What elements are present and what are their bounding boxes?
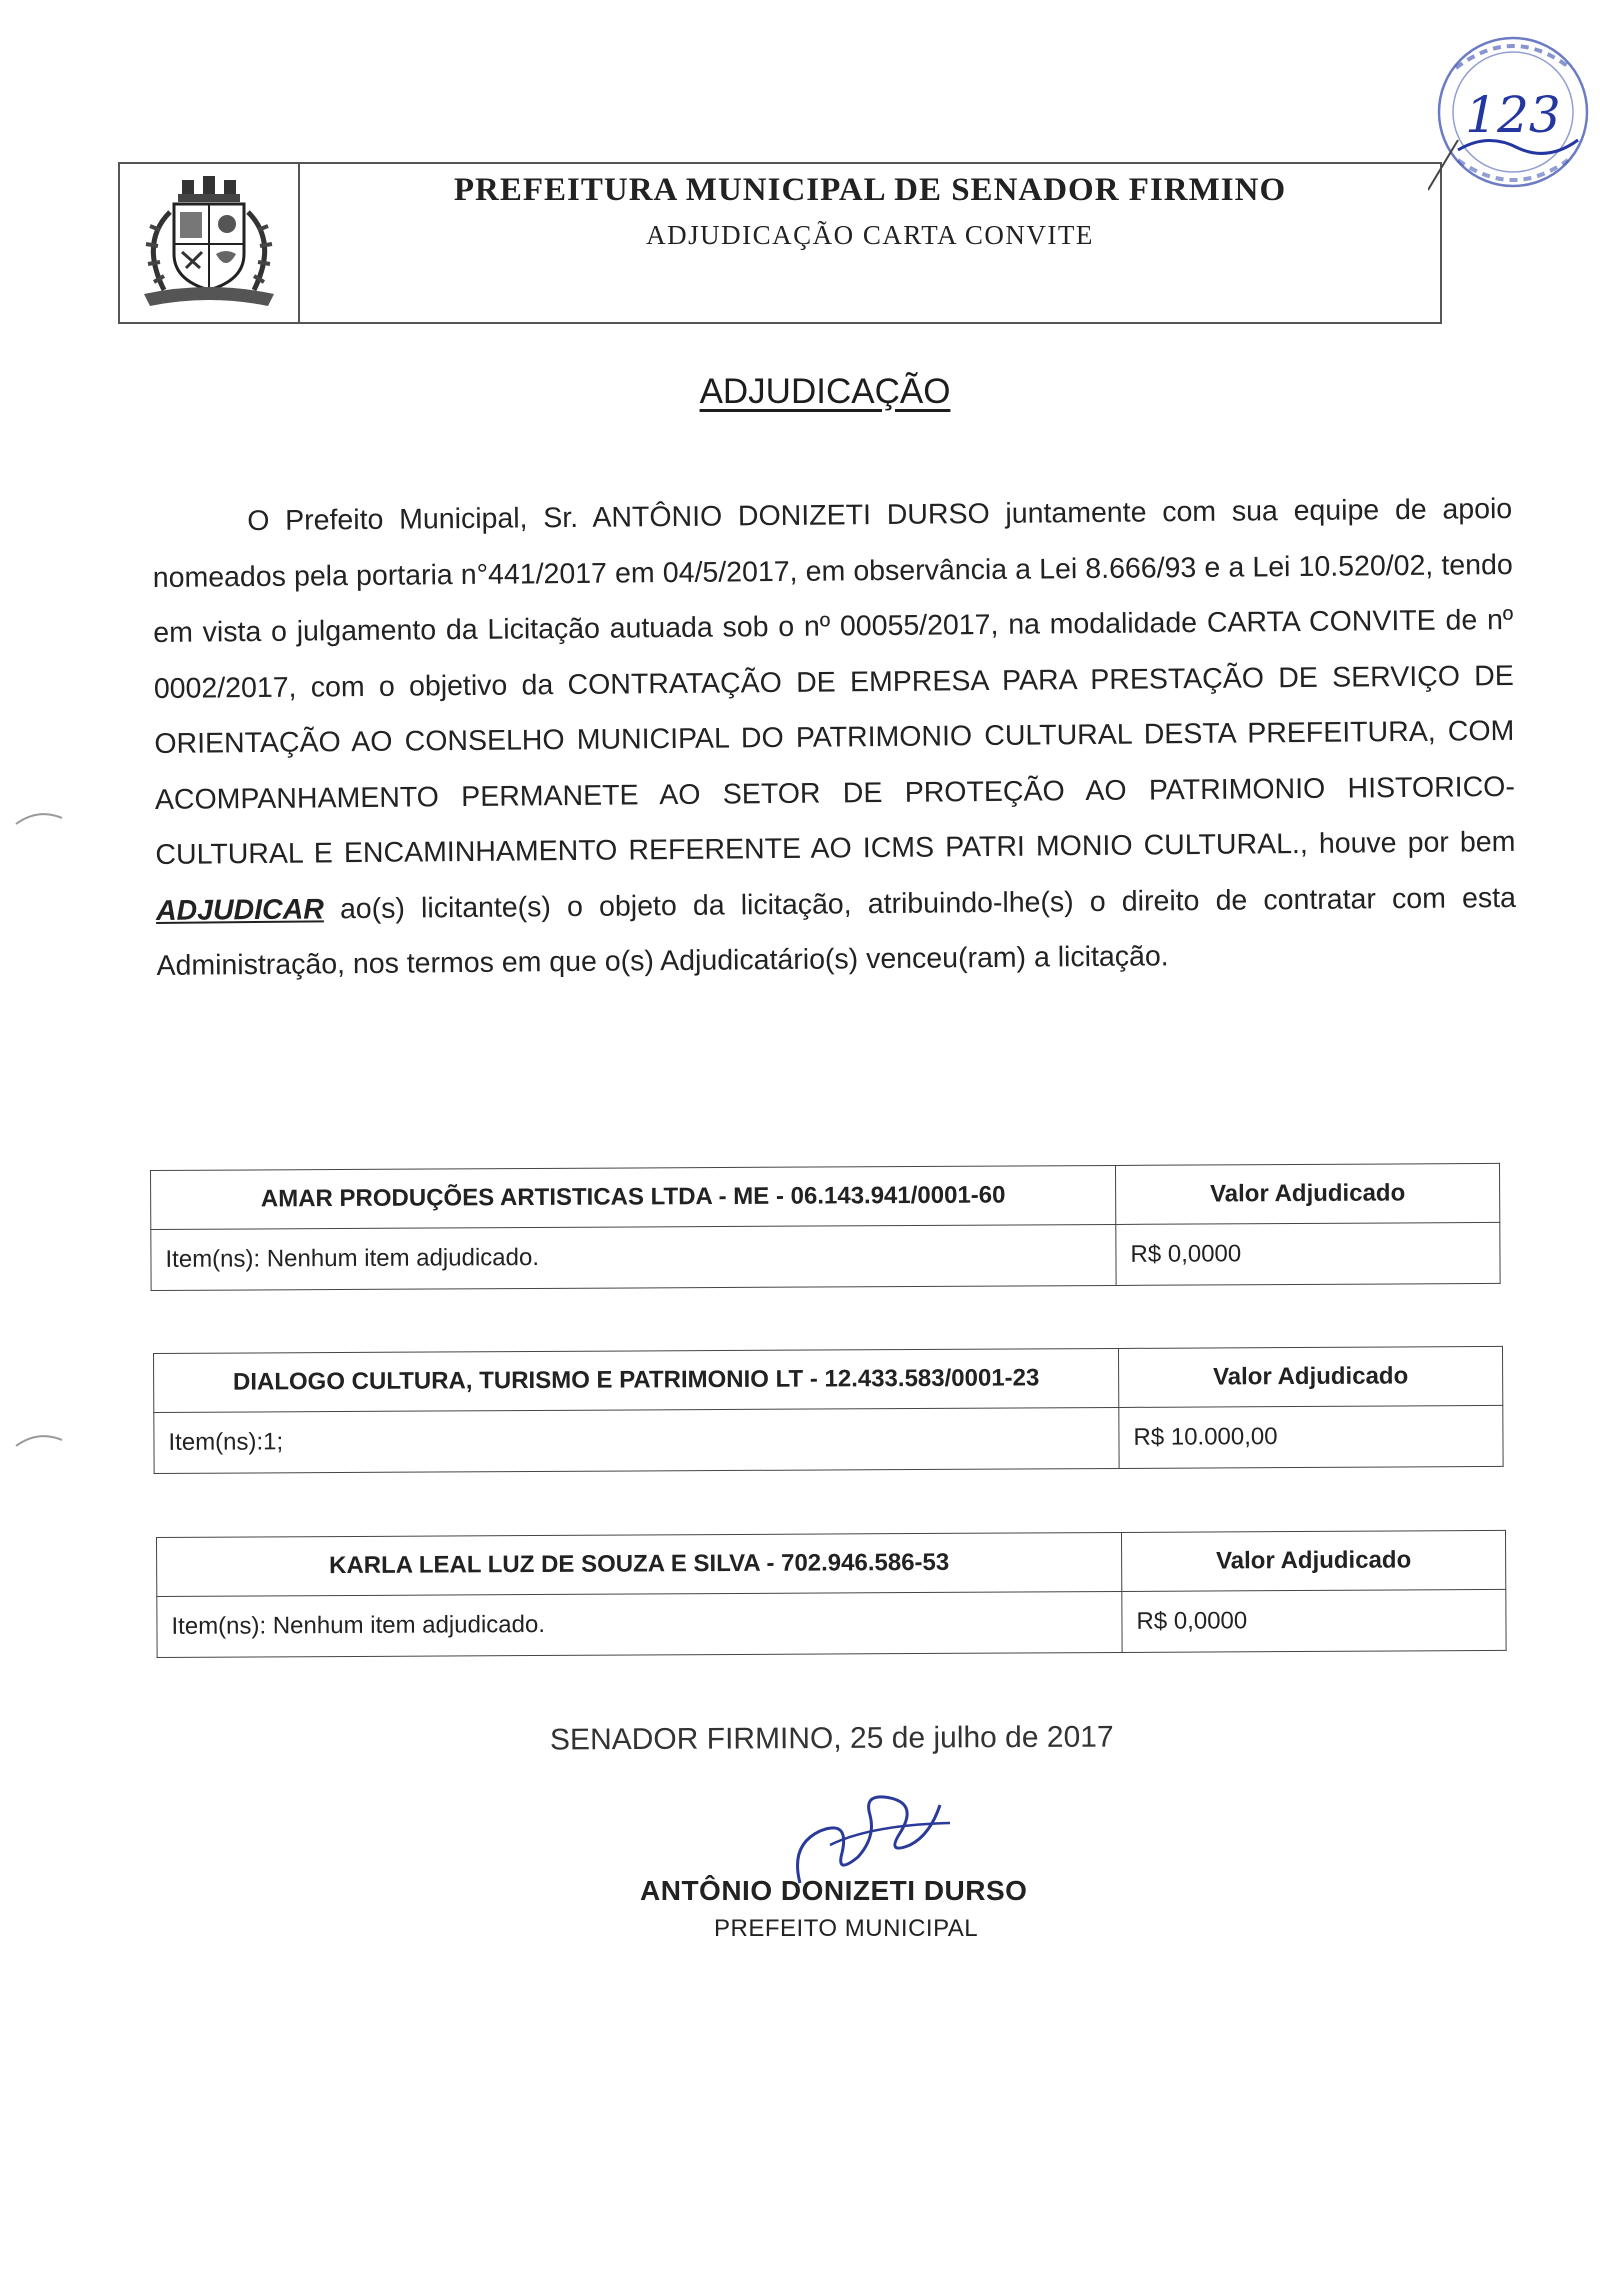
- award-table: [156, 1530, 1507, 1658]
- punch-mark-icon: [14, 808, 64, 828]
- awarded-items: Item(ns): Nenhum item adjudicado.: [157, 1591, 1122, 1657]
- awarded-items: Item(ns):1;: [154, 1407, 1119, 1473]
- value-header: Valor Adjudicado: [1121, 1530, 1505, 1591]
- municipal-crest-icon: [130, 172, 288, 314]
- commission-stamp-icon: [1428, 20, 1598, 210]
- letterhead-text: [300, 164, 1440, 322]
- process-subtitle: ADJUDICAÇÃO CARTA CONVITE: [646, 220, 1094, 250]
- awarded-amount: R$ 0,0000: [1122, 1589, 1506, 1652]
- value-header: Valor Adjudicado: [1115, 1163, 1499, 1224]
- award-table: [153, 1346, 1504, 1474]
- value-header: Valor Adjudicado: [1118, 1346, 1502, 1407]
- stamp-number: 123: [1465, 86, 1561, 144]
- awarded-amount: R$ 10.000,00: [1119, 1405, 1503, 1468]
- letterhead: [118, 162, 1442, 324]
- place-and-date: SENADOR FIRMINO, 25 de julho de 2017: [549, 1720, 1114, 1757]
- crest-cell: [120, 164, 300, 322]
- signer-name: ANTÔNIO DONIZETI DURSO: [640, 1875, 1028, 1906]
- paragraph-text-before: O Prefeito Municipal, Sr. ANTÔNIO DONIZETI DURSO juntamente com sua equipe de apoio nomeados pela portaria n°441/2017 em 04/5/2017, em observância a Lei 8.666/93 e a Lei 10.520/02, tendo em vista o julgamento da Licitação autuada sob o nº 00055/2017, na modalidade CARTA CONVITE de nº 0002/2017, com o objetivo da CONTRATAÇÃO DE EMPRESA PARA PRESTAÇÃO DE SERVIÇO DE ORIENTAÇÃO AO CONSELHO MUNICIPAL DO PATRIMONIO CULTURAL DESTA PREFEITURA, COM ACOMPANHAMENTO PERMANETE AO SETOR DE PROTEÇÃO AO PATRIMONIO HISTORICO-CULTURAL E ENCAMINHAMENTO REFERENTE AO ICMS PATRI MONIO CULTURAL., houve por bem: [152, 492, 1516, 871]
- adjudication-paragraph: [152, 482, 1517, 995]
- vendor-name: KARLA LEAL LUZ DE SOUZA E SILVA - 702.946.586-53: [157, 1532, 1122, 1596]
- municipality-title: PREFEITURA MUNICIPAL DE SENADOR FIRMINO: [453, 172, 1287, 208]
- awarded-amount: R$ 0,0000: [1116, 1222, 1500, 1285]
- paragraph-text-after: ao(s) licitante(s) o objeto da licitação, atribuindo-lhe(s) o direito de contratar com esta Administração, nos termos em que o(s) Adjudicatário(s) venceu(ram) a licitação.: [156, 881, 1517, 982]
- vendor-name: AMAR PRODUÇÕES ARTISTICAS LTDA - ME - 06.143.941/0001-60: [151, 1165, 1116, 1229]
- adjudicar-keyword: ADJUDICAR: [155, 892, 324, 927]
- awarded-items: Item(ns): Nenhum item adjudicado.: [151, 1224, 1116, 1290]
- award-table: [150, 1163, 1501, 1291]
- vendor-name: DIALOGO CULTURA, TURISMO E PATRIMONIO LT - 12.433.583/0001-23: [154, 1348, 1119, 1412]
- punch-mark-icon: [14, 1430, 64, 1450]
- signer-role: PREFEITO MUNICIPAL: [714, 1915, 979, 1942]
- document-title: ADJUDICAÇÃO: [699, 372, 951, 411]
